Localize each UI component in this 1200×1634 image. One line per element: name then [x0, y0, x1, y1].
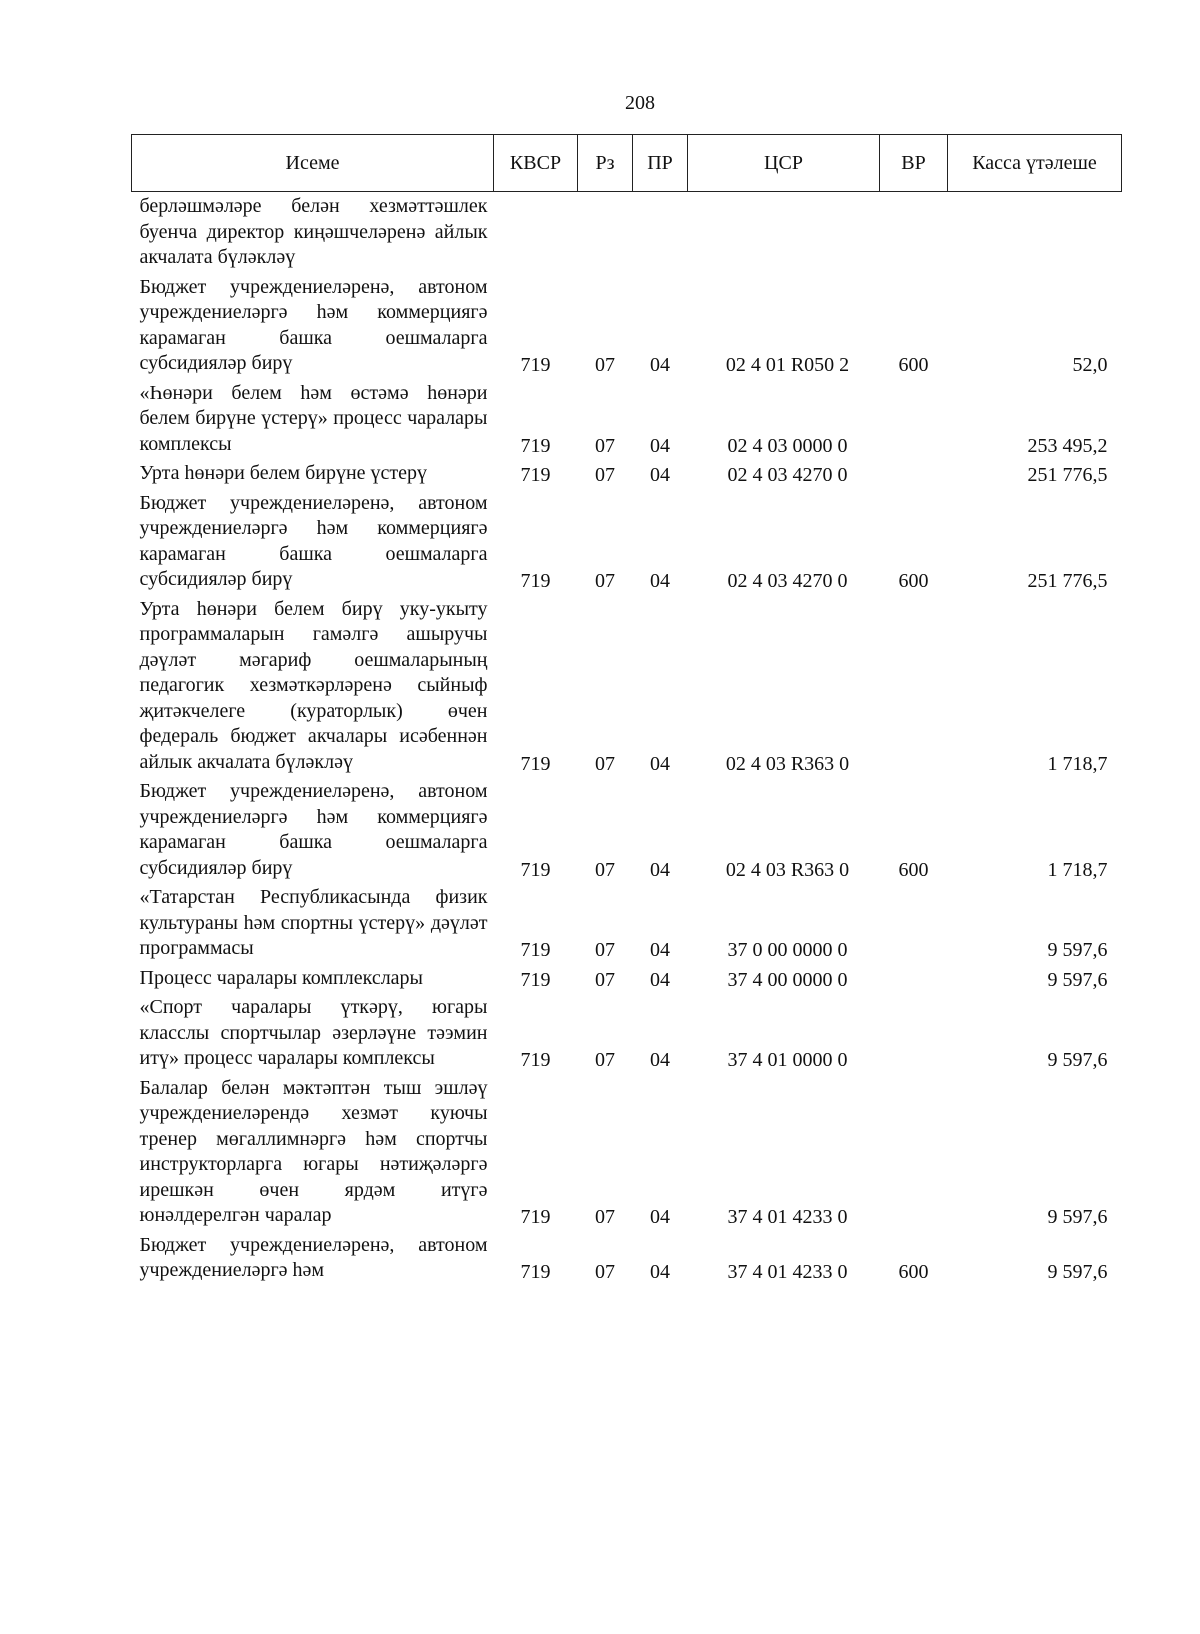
budget-table	[131, 134, 1122, 1286]
row-csr: 02 4 03 R363 0	[725, 858, 850, 881]
row-pr: 04	[650, 1206, 670, 1228]
row-sum: 9 597,6	[1047, 939, 1108, 961]
row-csr: 37 4 01 4233 0	[727, 1206, 848, 1228]
row-kvsr: 719	[520, 1206, 551, 1228]
table-body	[132, 192, 1122, 1286]
header-csr: ЦСР	[688, 135, 880, 192]
row-pr: 04	[650, 939, 670, 961]
header-vr: ВР	[880, 135, 948, 192]
row-pr: 04	[650, 434, 670, 457]
row-rz: 07	[595, 464, 615, 486]
row-rz: 07	[595, 354, 615, 376]
row-name: Бюджет учреждениеләренә, автоном учреждениеләргә һәм коммерциягә карамаган башка оешмаларга субсидияләр бирү	[139, 275, 488, 374]
row-sum: 9 597,6	[1047, 1261, 1108, 1283]
row-sum	[948, 192, 1122, 273]
row-pr: 04	[650, 464, 670, 486]
row-vr	[880, 883, 948, 964]
row-csr: 37 4 00 0000 0	[727, 968, 848, 991]
row-csr: 02 4 03 4270 0	[727, 570, 848, 592]
row-pr	[633, 192, 688, 273]
row-kvsr: 719	[520, 434, 551, 457]
row-vr	[880, 192, 948, 273]
row-kvsr: 719	[520, 968, 551, 991]
row-vr: 600	[898, 858, 929, 881]
row-csr: 02 4 03 0000 0	[727, 434, 848, 457]
row-csr: 02 4 03 4270 0	[727, 464, 848, 486]
row-sum: 253 495,2	[1027, 434, 1108, 457]
row-csr: 37 4 01 4233 0	[727, 1261, 848, 1283]
row-pr: 04	[650, 752, 670, 775]
row-name: берләшмәләре белән хезмәттәшлек буенча директор киңәшчеләренә айлык акчалата бүләкләү	[139, 195, 488, 268]
row-name: Бюджет учреждениеләренә, автоном учреждениеләргә һәм коммерциягә карамаган башка оешмаларга субсидияләр бирү	[139, 491, 488, 590]
row-vr	[880, 595, 948, 778]
row-rz: 07	[595, 434, 615, 457]
row-csr: 37 4 01 0000 0	[727, 1049, 848, 1071]
row-pr: 04	[650, 570, 670, 592]
row-rz: 07	[595, 1261, 615, 1283]
row-rz: 07	[595, 968, 615, 991]
table-header-row	[132, 135, 1122, 192]
table-row	[132, 489, 1122, 595]
header-name: Исеме	[132, 135, 494, 192]
row-sum: 9 597,6	[1047, 968, 1108, 991]
row-vr	[880, 459, 948, 489]
row-rz: 07	[595, 1206, 615, 1228]
row-rz: 07	[595, 858, 615, 881]
row-vr	[880, 379, 948, 460]
row-sum: 251 776,5	[1027, 570, 1108, 592]
row-sum: 1 718,7	[1047, 858, 1108, 881]
row-kvsr: 719	[520, 464, 551, 486]
row-vr: 600	[898, 570, 929, 592]
row-csr	[688, 192, 880, 273]
page-number: 208	[625, 92, 655, 114]
row-kvsr: 719	[520, 354, 551, 376]
row-name: «Һөнәри белем һәм өстәмә һөнәри белем бирүне үстерү» процесс чаралары комплексы	[139, 381, 488, 455]
row-vr: 600	[898, 354, 929, 376]
row-pr: 04	[650, 354, 670, 376]
table-row	[132, 1231, 1122, 1286]
table-row	[132, 379, 1122, 460]
row-sum: 9 597,6	[1047, 1206, 1108, 1228]
row-csr: 37 0 00 0000 0	[727, 939, 848, 961]
row-name: Урта һөнәри белем бирү уку-укыту программаларын гамәлгә ашыручы дәүләт мәгариф оешмаларының педагогик хезмәткәрләренә сыйныф җитәкчелеге (кураторлык) өчен федераль бюджет акчалары исәбеннән айлык акчалата бүләкләү	[139, 597, 488, 773]
row-name: Бюджет учреждениеләренә, автоном учреждениеләргә һәм	[139, 1233, 488, 1281]
row-kvsr: 719	[520, 1049, 551, 1071]
row-vr	[880, 964, 948, 994]
row-name: «Татарстан Республикасында физик культураны һәм спортны үстерү» дәүләт программасы	[139, 886, 488, 959]
row-kvsr: 719	[520, 570, 551, 592]
row-sum: 9 597,6	[1047, 1049, 1108, 1071]
header-pr: ПР	[633, 135, 688, 192]
row-sum: 1 718,7	[1047, 752, 1108, 775]
row-rz: 07	[595, 752, 615, 775]
row-kvsr: 719	[520, 1261, 551, 1283]
table-row	[132, 993, 1122, 1074]
row-rz: 07	[595, 939, 615, 961]
header-rz: Рз	[578, 135, 633, 192]
row-kvsr: 719	[520, 858, 551, 881]
header-sum: Касса үтәлеше	[948, 135, 1122, 192]
row-vr	[880, 993, 948, 1074]
row-sum: 52,0	[1072, 354, 1108, 376]
table-row	[132, 192, 1122, 273]
table-row	[132, 459, 1122, 489]
row-pr: 04	[650, 1049, 670, 1071]
table-row	[132, 1074, 1122, 1231]
row-kvsr: 719	[520, 752, 551, 775]
row-csr: 02 4 03 R363 0	[725, 752, 850, 775]
row-sum: 251 776,5	[1027, 464, 1108, 486]
row-name: Процесс чаралары комплекслары	[139, 966, 423, 989]
table-row	[132, 595, 1122, 778]
row-rz	[578, 192, 633, 273]
row-pr: 04	[650, 1261, 670, 1283]
row-csr: 02 4 01 R050 2	[725, 354, 850, 376]
row-kvsr	[494, 192, 578, 273]
row-kvsr: 719	[520, 939, 551, 961]
row-name: «Спорт чаралары үткәрү, югары класслы спортчылар әзерләүне тәэмин итү» процесс чаралары комплексы	[139, 996, 488, 1069]
table-row	[132, 273, 1122, 379]
row-rz: 07	[595, 1049, 615, 1071]
table-row	[132, 964, 1122, 994]
row-name: Бюджет учреждениеләренә, автоном учреждениеләргә һәм коммерциягә карамаган башка оешмаларга субсидияләр бирү	[139, 780, 488, 879]
row-name: Балалар белән мәктәптән тыш эшләү учреждениеләрендә хезмәт куючы тренер мөгаллимнәргә һәм спортчы инструкторларга югары нәтиҗәләргә ирешкән өчен ярдәм итүгә юнәлдерелгән чаралар	[139, 1076, 488, 1226]
table-row	[132, 883, 1122, 964]
row-rz: 07	[595, 570, 615, 592]
row-pr: 04	[650, 858, 670, 881]
row-pr: 04	[650, 968, 670, 991]
row-name: Урта һөнәри белем бирүне үстерү	[139, 462, 428, 484]
row-vr: 600	[898, 1261, 929, 1283]
header-kvsr: КВСР	[494, 135, 578, 192]
table-row	[132, 777, 1122, 883]
row-vr	[880, 1074, 948, 1231]
